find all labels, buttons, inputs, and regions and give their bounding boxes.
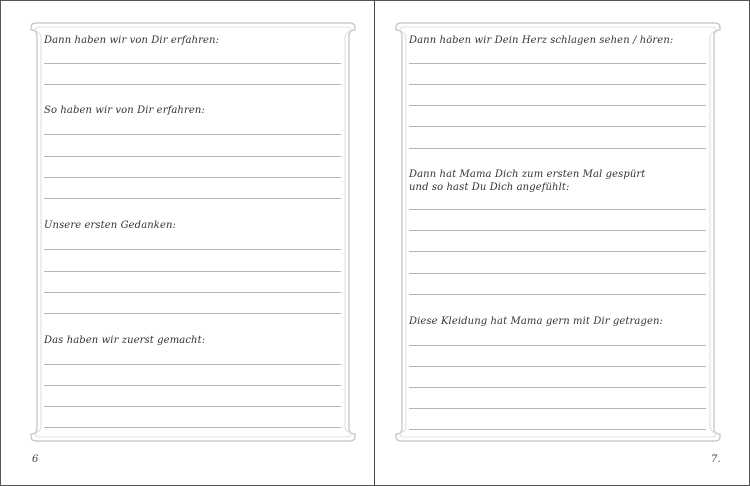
section-prompt-5: Dann haben wir Dein Herz schlagen sehen / hören: — [409, 35, 674, 46]
left-decorative-frame — [30, 22, 356, 442]
right-decorative-frame — [395, 22, 721, 442]
writing-line — [409, 251, 706, 252]
writing-line — [409, 84, 706, 85]
section-prompt-2: So haben wir von Dir erfahren: — [44, 105, 205, 116]
section-prompt-7: Diese Kleidung hat Mama gern mit Dir getragen: — [409, 316, 664, 327]
writing-line — [409, 209, 706, 210]
writing-line — [44, 134, 341, 135]
writing-line — [409, 429, 706, 430]
writing-line — [44, 364, 341, 365]
writing-line — [44, 198, 341, 199]
writing-line — [409, 408, 706, 409]
section-prompt-3: Unsere ersten Gedanken: — [44, 220, 176, 231]
writing-line — [409, 63, 706, 64]
section-prompt-4: Das haben wir zuerst gemacht: — [44, 335, 206, 346]
writing-line — [44, 177, 341, 178]
page-number-left: 6 — [32, 454, 39, 465]
writing-line — [44, 313, 341, 314]
writing-line — [409, 126, 706, 127]
section-prompt-6: Dann hat Mama Dich zum ersten Mal gespürt und so hast Du Dich angefühlt: — [409, 169, 646, 193]
writing-line — [409, 366, 706, 367]
section-prompt-1: Dann haben wir von Dir erfahren: — [44, 35, 220, 46]
writing-line — [44, 271, 341, 272]
page-gutter — [374, 0, 375, 486]
writing-line — [44, 84, 341, 85]
writing-line — [44, 292, 341, 293]
writing-line — [44, 63, 341, 64]
frame-border-shape — [395, 22, 721, 442]
writing-line — [44, 427, 341, 428]
writing-line — [44, 156, 341, 157]
writing-line — [44, 406, 341, 407]
writing-line — [409, 345, 706, 346]
writing-line — [409, 294, 706, 295]
writing-line — [409, 230, 706, 231]
writing-line — [44, 385, 341, 386]
writing-line — [409, 105, 706, 106]
page-number-right: 7. — [711, 454, 721, 465]
frame-border-shape — [30, 22, 356, 442]
writing-line — [409, 273, 706, 274]
writing-line — [44, 249, 341, 250]
writing-line — [409, 148, 706, 149]
writing-line — [409, 387, 706, 388]
